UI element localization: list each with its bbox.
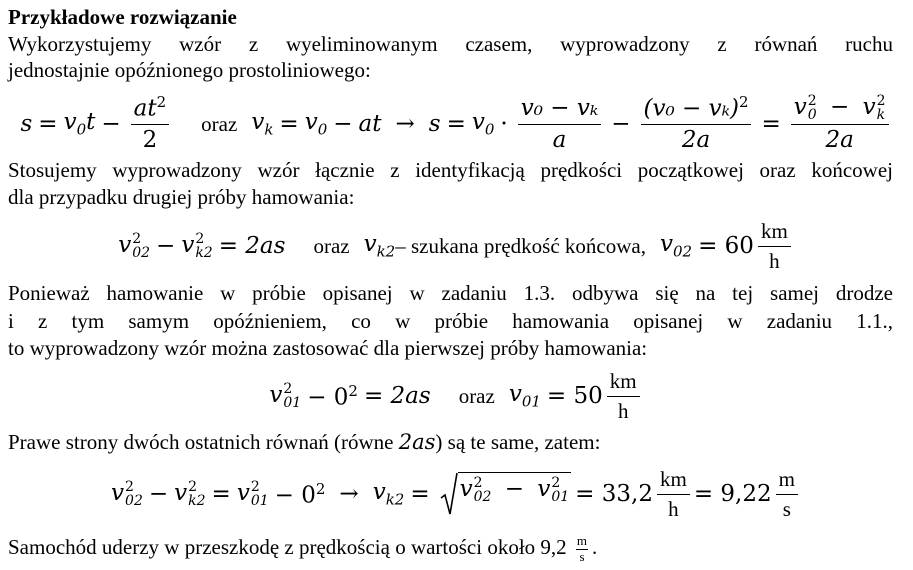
paragraph-1-line-1: Wykorzystujemy wzór z wyeliminowanym czasem, wyprowadzony z równań ruchu: [8, 32, 893, 56]
solution-heading: Przykładowe rozwiązanie: [8, 5, 237, 29]
paragraph-2-line-2: dla przypadku drugiej próby hamowania:: [8, 185, 355, 209]
equation-2: v 2 02 − v 2 k2 = 2as oraz $v_{k2}$ – szukana prędkość końcowa, $v_{02}$ = 60 $\frac{km}{h}$: [0, 216, 913, 276]
fraction-squared-over-2a: $\frac{(v_0 - v_k)^2}{2a}$: [641, 94, 752, 154]
unit-km-per-h: $\frac{km}{h}$: [657, 467, 690, 520]
arrow-symbol: →: [339, 481, 359, 507]
unit-km-per-h: $\frac{km}{h}$: [607, 369, 640, 422]
paragraph-4: Prawe strony dwóch ostatnich równań (równe 2as) są te same, zatem:: [8, 430, 601, 454]
paragraph-2-line-1: Stosujemy wyprowadzony wzór łącznie z identyfikacją prędkości początkowej oraz końcowej: [8, 158, 893, 182]
fraction-at2-over-2: $\frac{at^2}{2}$: [131, 94, 170, 154]
unit-m-per-s: $\frac{m}{s}$: [776, 467, 798, 520]
paragraph-3-line-2: i z tym samym opóźnieniem, co w próbie hamowania opisanej w zadaniu 1.1.,: [8, 309, 893, 333]
equation-3: v 2 01 − $0^2$ = 2as oraz $v_{01}$ = 50 $\frac{km}{h}$: [0, 366, 913, 426]
fraction-squares-over-2a: v 2 0 − v 2 k 2a: [791, 94, 889, 153]
equation-1: s = $v_0t$ − $\frac{at^2}{2}$ oraz $v_k$ = $v_0$ − at → s = $v_0$ · $\frac{\text{v₀ − vₖ}}{a}$ − $\frac{(v_0 - v_k)^2}{2a}$ = v 2 0 − v 2 k 2a: [0, 92, 913, 156]
fraction-v0-minus-vk-over-a: $\frac{\text{v₀ − vₖ}}{a}$: [518, 95, 602, 153]
square-root: v 2 02 − v 2 01: [440, 472, 572, 516]
paragraph-3-line-3: to wyprowadzony wzór można zastosować dla pierwszej próby hamowania:: [8, 336, 648, 360]
conclusion: Samochód uderzy w przeszkodę z prędkością o wartości około 9,2 $\frac{m}{s}$ .: [8, 532, 598, 564]
paragraph-1-line-2: jednostajnie opóźnionego prostoliniowego:: [8, 58, 371, 82]
unit-km-per-h: $\frac{km}{h}$: [758, 219, 791, 272]
paragraph-3-line-1: Ponieważ hamowanie w próbie opisanej w zadaniu 1.3. odbywa się na tej samej drodze: [8, 281, 893, 305]
unit-m-per-s-inline: $\frac{m}{s}$: [576, 532, 588, 564]
equation-4: v 2 02 − v 2 k2 = v 2 01 − $0^2$ → $v_{k2}$ = v 2 02 − v 2 01 = 33,2 $\frac{km}{h}$ = 9,22 $\frac{m}{s}$: [0, 462, 913, 526]
arrow-symbol: →: [395, 111, 415, 137]
